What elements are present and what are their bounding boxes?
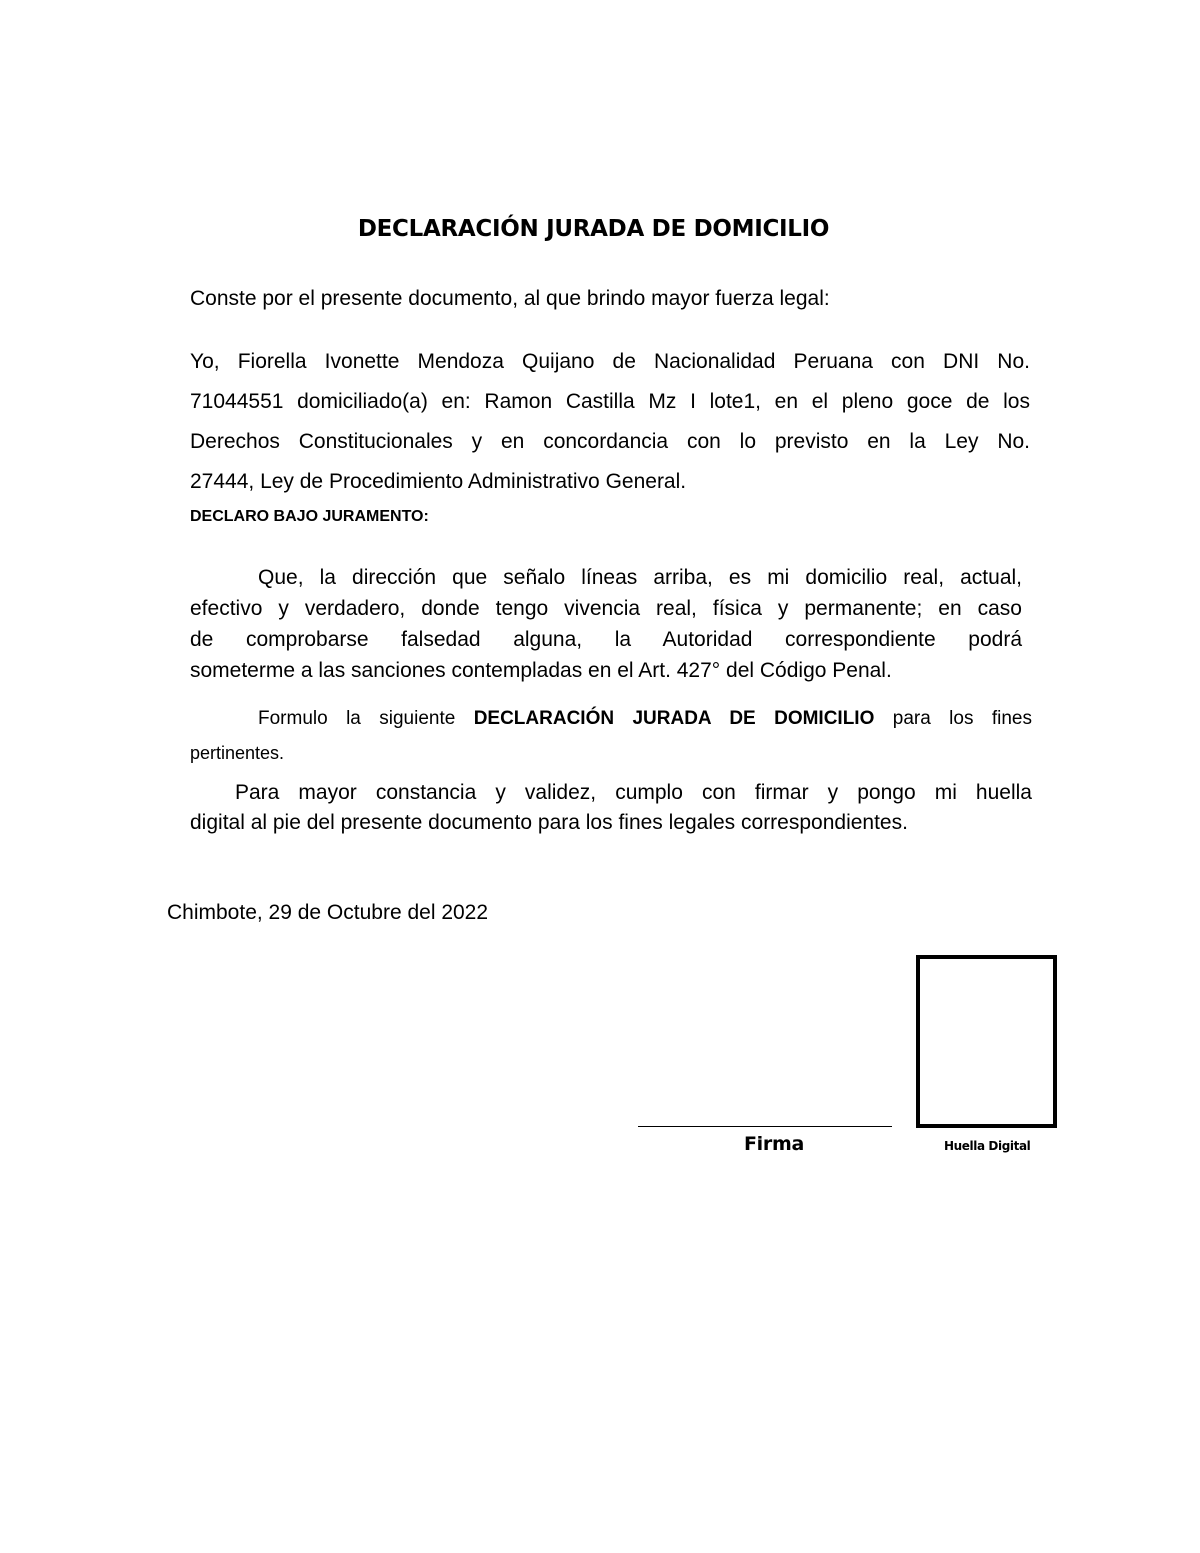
fingerprint-box <box>916 955 1057 1128</box>
oath-line-1: Que, la dirección que señalo líneas arriba, es mi domicilio real, actual, <box>258 566 1022 589</box>
formulation-after: para los fines <box>874 708 1032 729</box>
formulation-paragraph <box>190 702 1032 770</box>
fingerprint-label: Huella Digital <box>944 1139 1031 1153</box>
declaro-heading: DECLARO BAJO JURAMENTO: <box>190 508 429 525</box>
oath-line-2: efectivo y verdadero, donde tengo vivencia real, física y permanente; en caso <box>190 597 1022 620</box>
document-title: DECLARACIÓN JURADA DE DOMICILIO <box>357 216 830 242</box>
formulation-before: Formulo la siguiente <box>258 708 474 729</box>
oath-paragraph <box>190 562 1022 686</box>
declarant-line-4: 27444, Ley de Procedimiento Administrativo General. <box>190 470 687 493</box>
place-date: Chimbote, 29 de Octubre del 2022 <box>167 901 489 924</box>
intro-text: Conste por el presente documento, al que brindo mayor fuerza legal: <box>190 287 830 310</box>
signature-label: Firma <box>744 1133 804 1155</box>
formulation-bold: DECLARACIÓN JURADA DE DOMICILIO <box>473 708 875 729</box>
constancy-paragraph <box>190 778 1032 838</box>
constancy-line-2: digital al pie del presente documento para los fines legales correspondientes. <box>190 811 908 834</box>
constancy-line-1: Para mayor constancia y validez, cumplo con firmar y pongo mi huella <box>235 781 1032 804</box>
formulation-line-1 <box>190 702 1032 736</box>
declarant-line-2: 71044551 domiciliado(a) en: Ramon Castilla Mz I lote1, en el pleno goce de los <box>190 390 1030 413</box>
oath-line-4: someterme a las sanciones contempladas en el Art. 427° del Código Penal. <box>190 659 892 682</box>
oath-line-3: de comprobarse falsedad alguna, la Autoridad correspondiente podrá <box>190 628 1022 651</box>
formulation-line-2: pertinentes. <box>190 743 285 763</box>
declarant-line-1: Yo, Fiorella Ivonette Mendoza Quijano de Nacionalidad Peruana con DNI No. <box>190 350 1030 373</box>
declarant-paragraph <box>190 342 1030 502</box>
declarant-line-3: Derechos Constitucionales y en concordancia con lo previsto en la Ley No. <box>190 430 1030 453</box>
signature-line <box>638 1126 892 1127</box>
